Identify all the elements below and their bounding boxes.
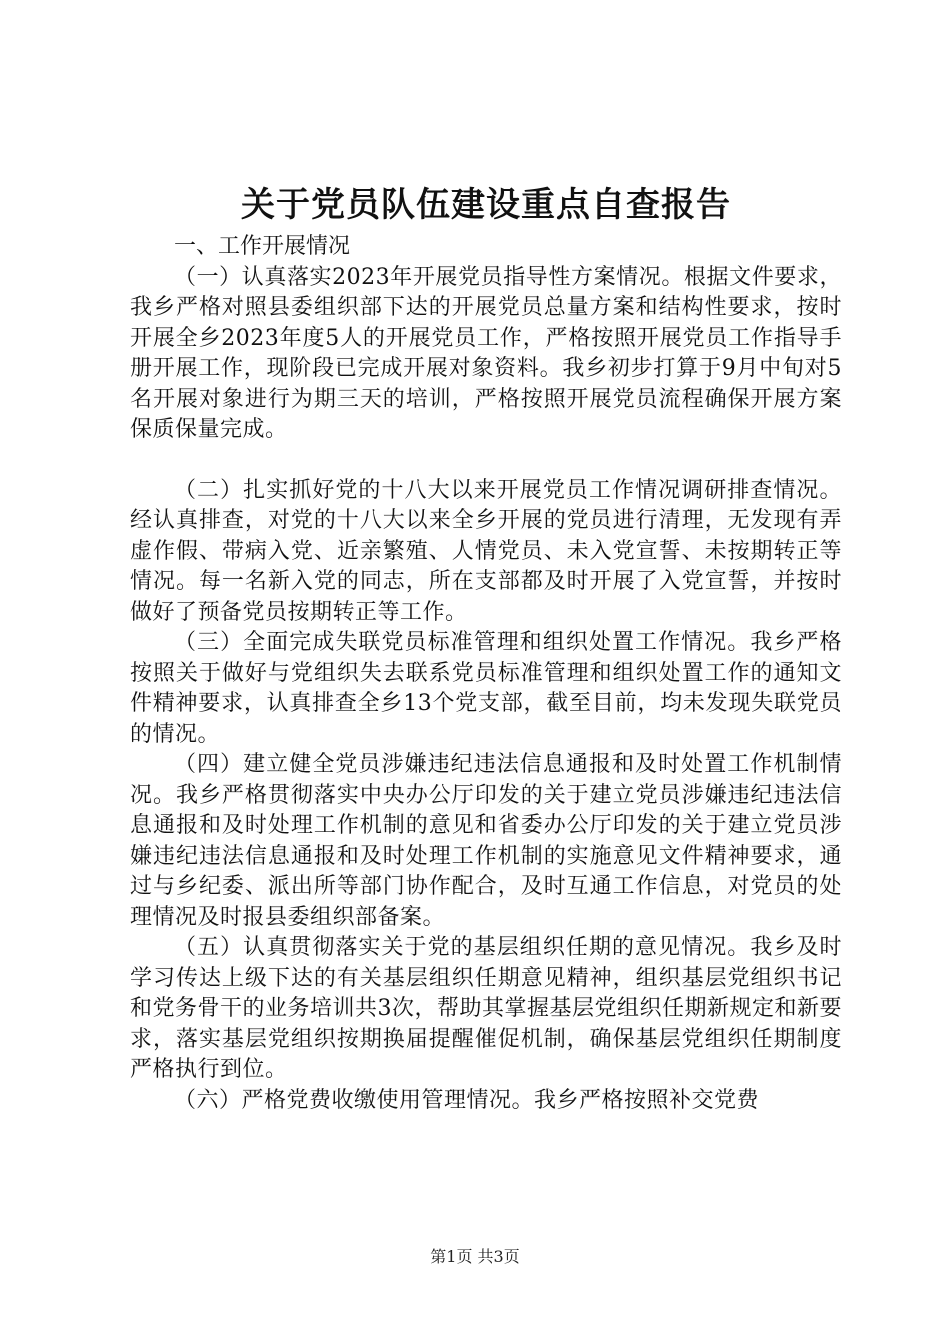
document-title: 关于党员队伍建设重点自查报告 — [241, 185, 731, 225]
paragraph-5: （五）认真贯彻落实关于党的基层组织任期的意见情况。我乡及时学习传达上级下达的有关基层组织任期意见精神，组织基层党组织书记和党务骨干的业务培训共3次，帮助其掌握基层党组织任期新规定和新要求，落实基层党组织按期换届提醒催促机制，确保基层党组织任期制度严格执行到位。 — [130, 935, 842, 1082]
page-footer: 第1页 共3页 — [430, 1247, 520, 1266]
document-page — [130, 180, 842, 1116]
section-heading: 一、工作开展情况 — [174, 234, 351, 259]
paragraph-2: （二）扎实抓好党的十八大以来开展党员工作情况调研排查情况。经认真排查，对党的十八大以来全乡开展的党员进行清理，无发现有弄虚作假、带病入党、近亲繁殖、人情党员、未入党宣誓、未按期转正等情况。每一名新入党的同志，所在支部都及时开展了入党宣誓，并按时做好了预备党员按期转正等工作。 — [130, 477, 842, 625]
paragraph-1: （一）认真落实2023年开展党员指导性方案情况。根据文件要求，我乡严格对照县委组织部下达的开展党员总量方案和结构性要求，按时开展全乡2023年度5人的开展党员工作，严格按照开展党员工作指导手册开展工作，现阶段已完成开展对象资料。我乡初步打算于9月中旬对5名开展对象进行为期三天的培训，严格按照开展党员流程确保开展方案保质保量完成。 — [130, 264, 842, 442]
paragraph-3: （三）全面完成失联党员标准管理和组织处置工作情况。我乡严格按照关于做好与党组织失去联系党员标准管理和组织处置工作的通知文件精神要求，认真排查全乡13个党支部，截至目前，均未发现失联党员的情况。 — [130, 630, 842, 747]
paragraph-6: （六）严格党费收缴使用管理情况。我乡严格按照补交党费 — [174, 1087, 760, 1113]
paragraph-4: （四）建立健全党员涉嫌违纪违法信息通报和及时处置工作机制情况。我乡严格贯彻落实中央办公厅印发的关于建立党员涉嫌违纪违法信息通报和及时处理工作机制的意见和省委办公厅印发的关于建立党员涉嫌违纪违法信息通报和及时处理工作机制的实施意见文件精神要求，通过与乡纪委、派出所等部门协作配合，及时互通工作信息，对党员的处理情况及时报县委组织部备案。 — [130, 752, 842, 930]
